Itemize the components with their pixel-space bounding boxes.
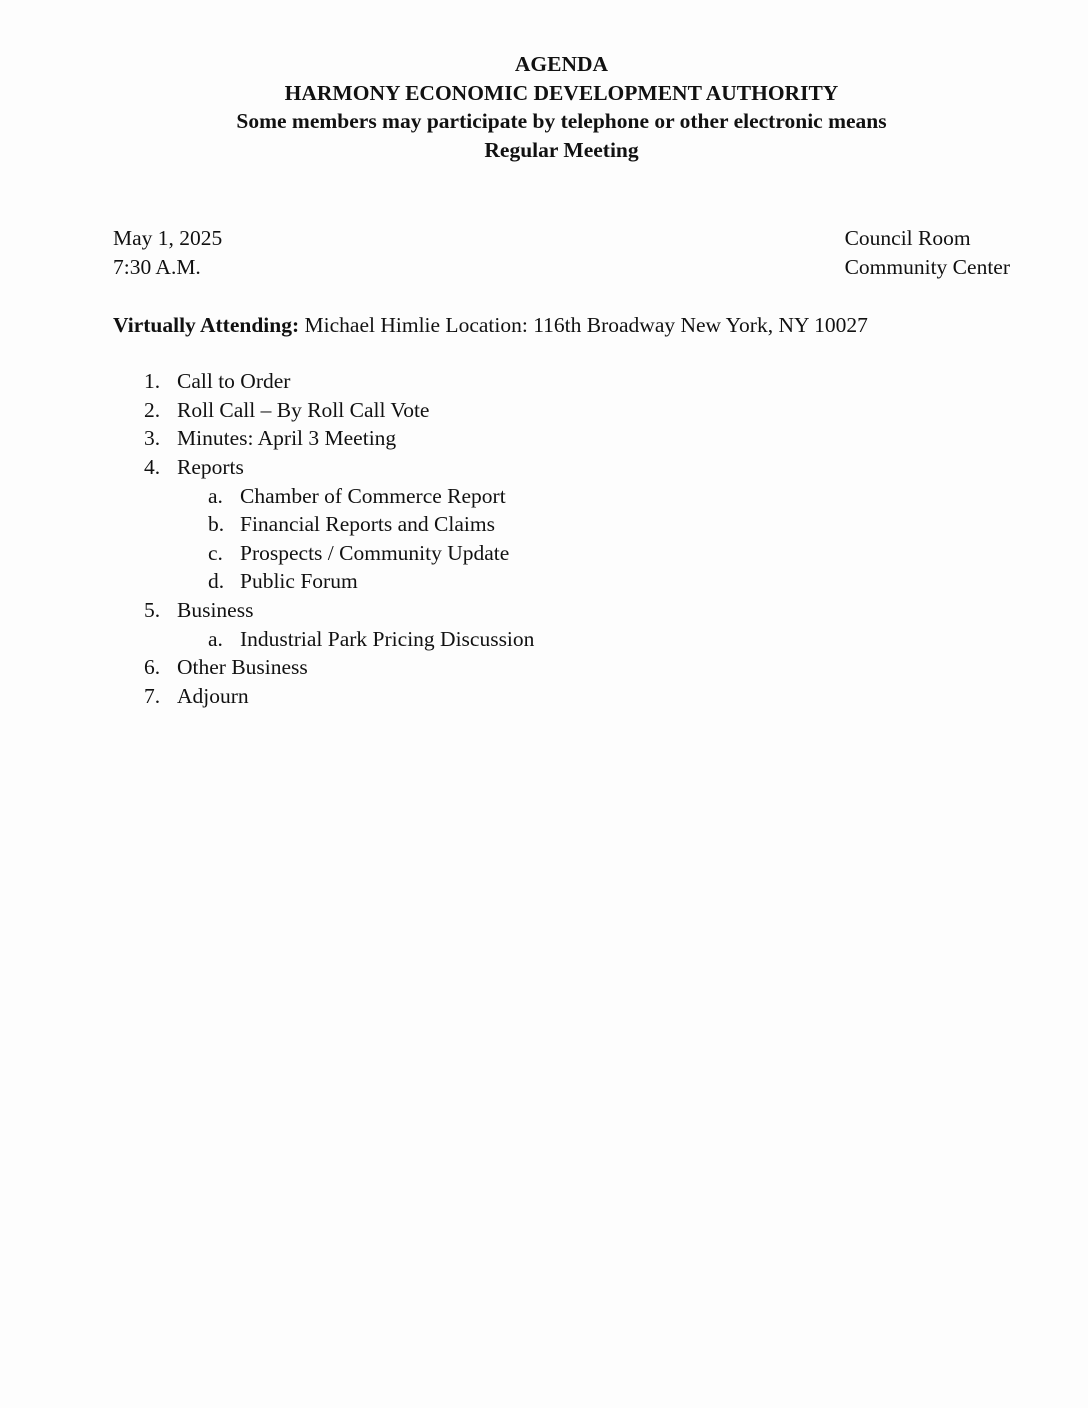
meeting-info-right bbox=[845, 224, 1010, 281]
meeting-date: May 1, 2025 bbox=[113, 226, 223, 251]
virtual-attendance-line bbox=[113, 311, 1010, 340]
meeting-info-left bbox=[113, 224, 222, 281]
agenda-subitem-label: Financial Reports and Claims bbox=[240, 512, 495, 537]
agenda-item bbox=[144, 682, 1010, 711]
agenda-item-label: Business bbox=[177, 597, 254, 622]
agenda-subitem bbox=[208, 539, 1010, 568]
meeting-info bbox=[113, 224, 1010, 281]
agenda-item-number: 2. bbox=[144, 397, 161, 422]
agenda-item-number: 3. bbox=[144, 426, 161, 451]
agenda-subitem-letter: d. bbox=[208, 569, 225, 594]
agenda-subitem-letter: b. bbox=[208, 512, 225, 537]
agenda-subitem-letter: a. bbox=[208, 483, 223, 508]
agenda-item-label: Adjourn bbox=[177, 683, 249, 708]
document-header bbox=[113, 50, 1010, 164]
agenda-subitem bbox=[208, 567, 1010, 596]
agenda-item bbox=[144, 596, 1010, 625]
agenda-item-label: Call to Order bbox=[177, 369, 291, 394]
doc-participation-note: Some members may participate by telephone or other electronic means bbox=[236, 109, 887, 134]
doc-title: AGENDA bbox=[514, 52, 609, 76]
agenda-item-label: Roll Call – By Roll Call Vote bbox=[177, 397, 430, 422]
agenda-subitem-label: Industrial Park Pricing Discussion bbox=[240, 626, 535, 651]
agenda-subitem bbox=[208, 625, 1010, 654]
agenda-subitem bbox=[208, 510, 1010, 539]
agenda-item bbox=[144, 367, 1010, 396]
agenda-item bbox=[144, 453, 1010, 482]
agenda-item bbox=[144, 396, 1010, 425]
agenda-item bbox=[144, 653, 1010, 682]
agenda-item-number: 1. bbox=[144, 369, 161, 394]
agenda-item-label: Other Business bbox=[177, 655, 308, 680]
agenda-subitem-label: Prospects / Community Update bbox=[240, 540, 510, 565]
agenda-subitem-letter: c. bbox=[208, 540, 223, 565]
agenda-item-number: 4. bbox=[144, 454, 161, 479]
doc-organization: HARMONY ECONOMIC DEVELOPMENT AUTHORITY bbox=[284, 80, 839, 105]
agenda-item-number: 5. bbox=[144, 597, 161, 622]
virtual-attendance-details: Michael Himlie Location: 116th Broadway New York, NY 10027 bbox=[299, 312, 868, 337]
agenda-item-number: 6. bbox=[144, 655, 161, 680]
meeting-room: Council Room bbox=[844, 226, 971, 251]
agenda-item-number: 7. bbox=[144, 683, 161, 708]
agenda-subitem-label: Public Forum bbox=[240, 569, 358, 594]
agenda-subitem-label: Chamber of Commerce Report bbox=[240, 483, 506, 508]
agenda-subitem-letter: a. bbox=[208, 626, 223, 651]
agenda-item bbox=[144, 424, 1010, 453]
agenda-item-label: Minutes: April 3 Meeting bbox=[177, 426, 397, 451]
agenda-item-label: Reports bbox=[177, 454, 244, 479]
agenda-list bbox=[113, 367, 1010, 710]
agenda-subitem bbox=[208, 482, 1010, 511]
virtual-attendance-label: Virtually Attending: bbox=[113, 312, 300, 337]
meeting-time: 7:30 A.M. bbox=[113, 254, 201, 279]
meeting-building: Community Center bbox=[844, 254, 1010, 279]
doc-meeting-type: Regular Meeting bbox=[484, 137, 639, 162]
